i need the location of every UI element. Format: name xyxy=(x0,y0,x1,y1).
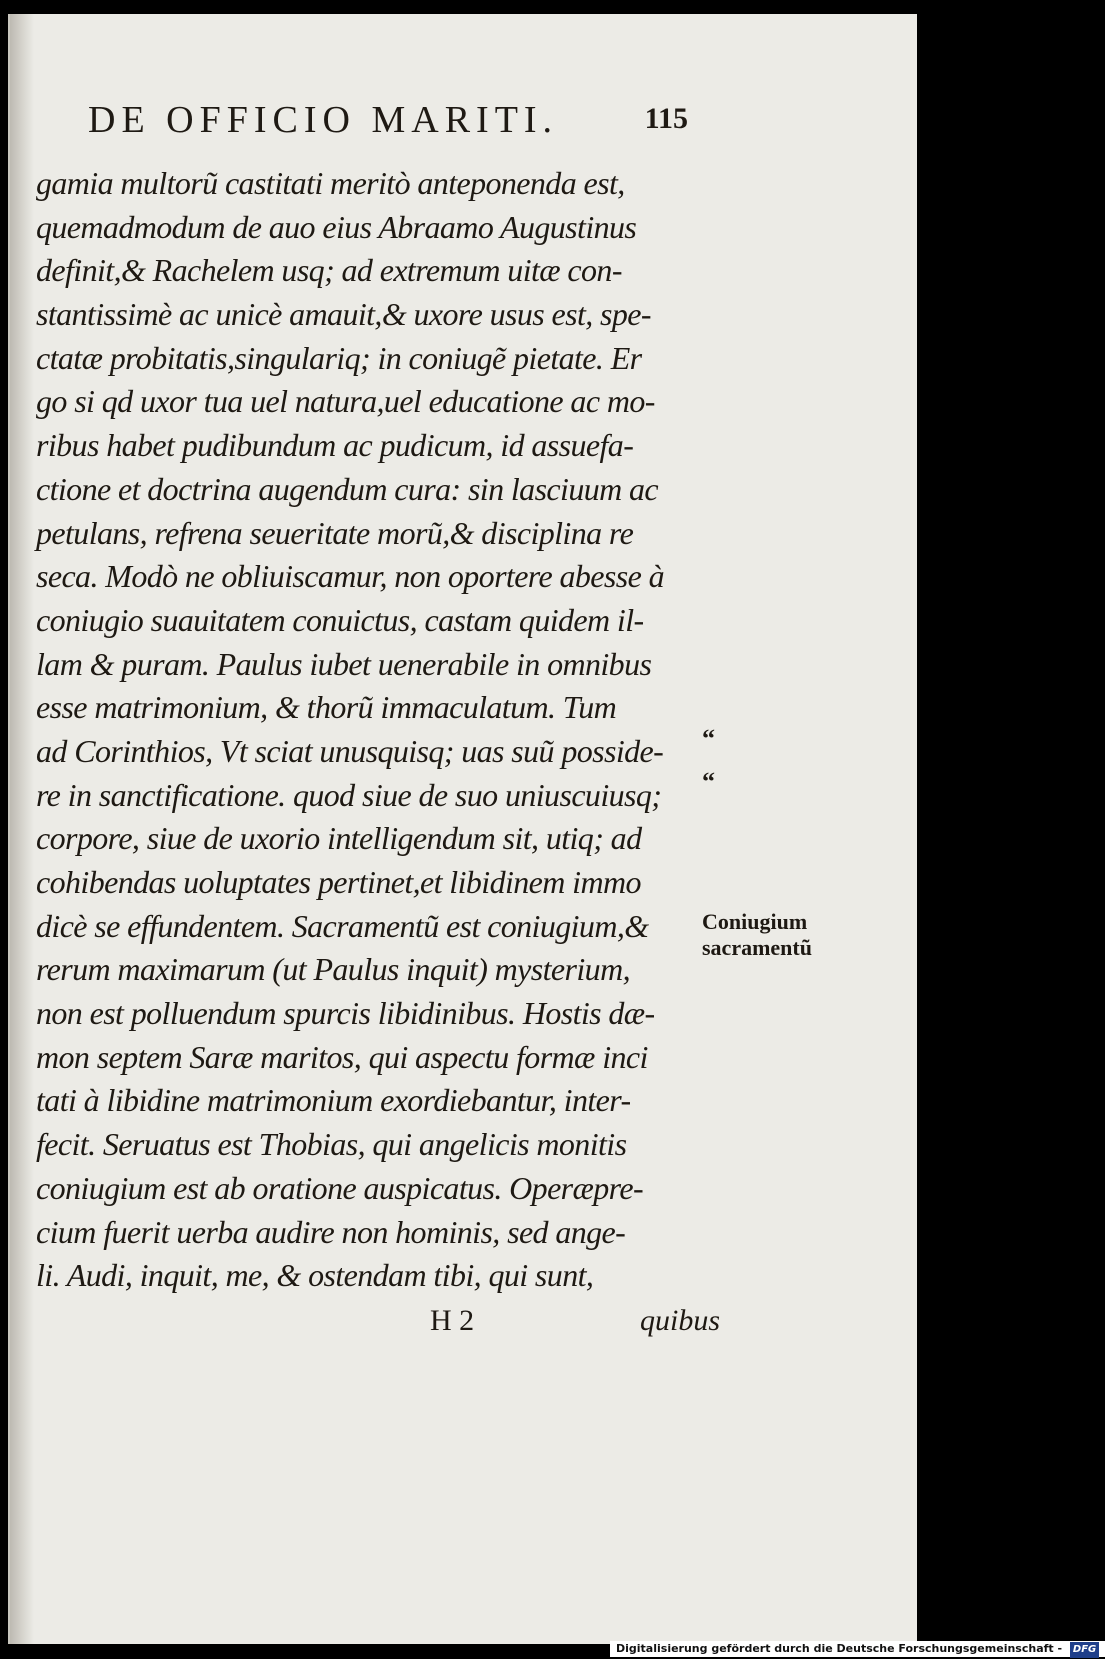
text-line: petulans, refrena seueritate morũ,& disciplina re xyxy=(36,514,634,551)
text-line: mon septem Saræ maritos, qui aspectu formæ inci xyxy=(36,1038,648,1075)
text-line: coniugium est ab oratione auspicatus. Operæpre- xyxy=(36,1169,644,1206)
page-header xyxy=(88,94,688,144)
book-page xyxy=(8,14,917,1644)
text-line: esse matrimonium, & thorũ immaculatum. Tum xyxy=(36,689,617,726)
text-line: ctatæ probitatis,singulariq; in coniugẽ pietate. Er xyxy=(36,339,642,376)
margin-quote-mark: “ xyxy=(702,767,715,796)
text-line: stantissimè ac unicè amauit,& uxore usus est, spe- xyxy=(36,296,651,333)
catchword: quibus xyxy=(639,1304,720,1337)
margin-note-line: Coniugium xyxy=(702,909,808,934)
text-line: gamia multorũ castitati meritò anteponenda est, xyxy=(36,165,625,201)
text-line: seca. Modò ne obliuiscamur, non oportere abesse à xyxy=(36,558,664,595)
text-line: non est polluendum spurcis libidinibus. Hostis dæ- xyxy=(36,995,655,1032)
text-line: dicè se effundentem. Sacramentũ est coniugium,& xyxy=(36,907,649,944)
text-line: definit,& Rachelem usq; ad extremum uitæ con- xyxy=(36,252,622,289)
running-title: DE OFFICIO MARITI. xyxy=(88,99,559,141)
dfg-logo: DFG xyxy=(1070,1642,1099,1658)
page-number: 115 xyxy=(644,102,688,135)
text-line: go si qd uxor tua uel natura,uel educatione ac mo- xyxy=(36,383,655,420)
text-line: tati à libidine matrimonium exordiebantur, inter- xyxy=(36,1082,631,1119)
credit-text: Digitalisierung gefördert durch die Deutsche Forschungsgemeinschaft - xyxy=(616,1642,1063,1655)
text-line: rerum maximarum (ut Paulus inquit) mysterium, xyxy=(36,951,630,988)
text-line: quemadmodum de auo eius Abraamo Augustinus xyxy=(36,208,637,245)
text-line: lam & puram. Paulus iubet uenerabile in omnibus xyxy=(36,645,652,682)
text-line: re in sanctificatione. quod siue de suo uniuscuiusq; xyxy=(36,776,662,813)
text-line: ad Corinthios, Vt sciat unusquisq; uas suũ posside- xyxy=(36,732,664,769)
text-line: ctione et doctrina augendum cura: sin lasciuum ac xyxy=(36,470,659,507)
text-line: ribus habet pudibundum ac pudicum, id assuefa- xyxy=(36,427,634,464)
margin-note xyxy=(702,909,872,961)
text-line: li. Audi, inquit, me, & ostendam tibi, qui sunt, xyxy=(36,1257,594,1294)
page-gutter xyxy=(10,14,34,1644)
margin-note-line: sacramentũ xyxy=(702,935,812,960)
signature-mark: H 2 xyxy=(430,1304,475,1337)
text-line: cium fuerit uerba audire non hominis, sed ange- xyxy=(36,1213,626,1250)
text-line: cohibendas uoluptates pertinet,et libidinem immo xyxy=(36,864,641,900)
text-line: coniugio suauitatem conuictus, castam quidem il- xyxy=(36,601,644,638)
digitization-credit xyxy=(610,1641,1105,1657)
text-line: corpore, siue de uxorio intelligendum sit, utiq; ad xyxy=(36,820,642,857)
page-footer xyxy=(430,1304,720,1348)
margin-quote-mark: “ xyxy=(702,724,715,753)
text-line: fecit. Seruatus est Thobias, qui angelicis monitis xyxy=(36,1126,627,1163)
body-text xyxy=(36,162,701,1298)
